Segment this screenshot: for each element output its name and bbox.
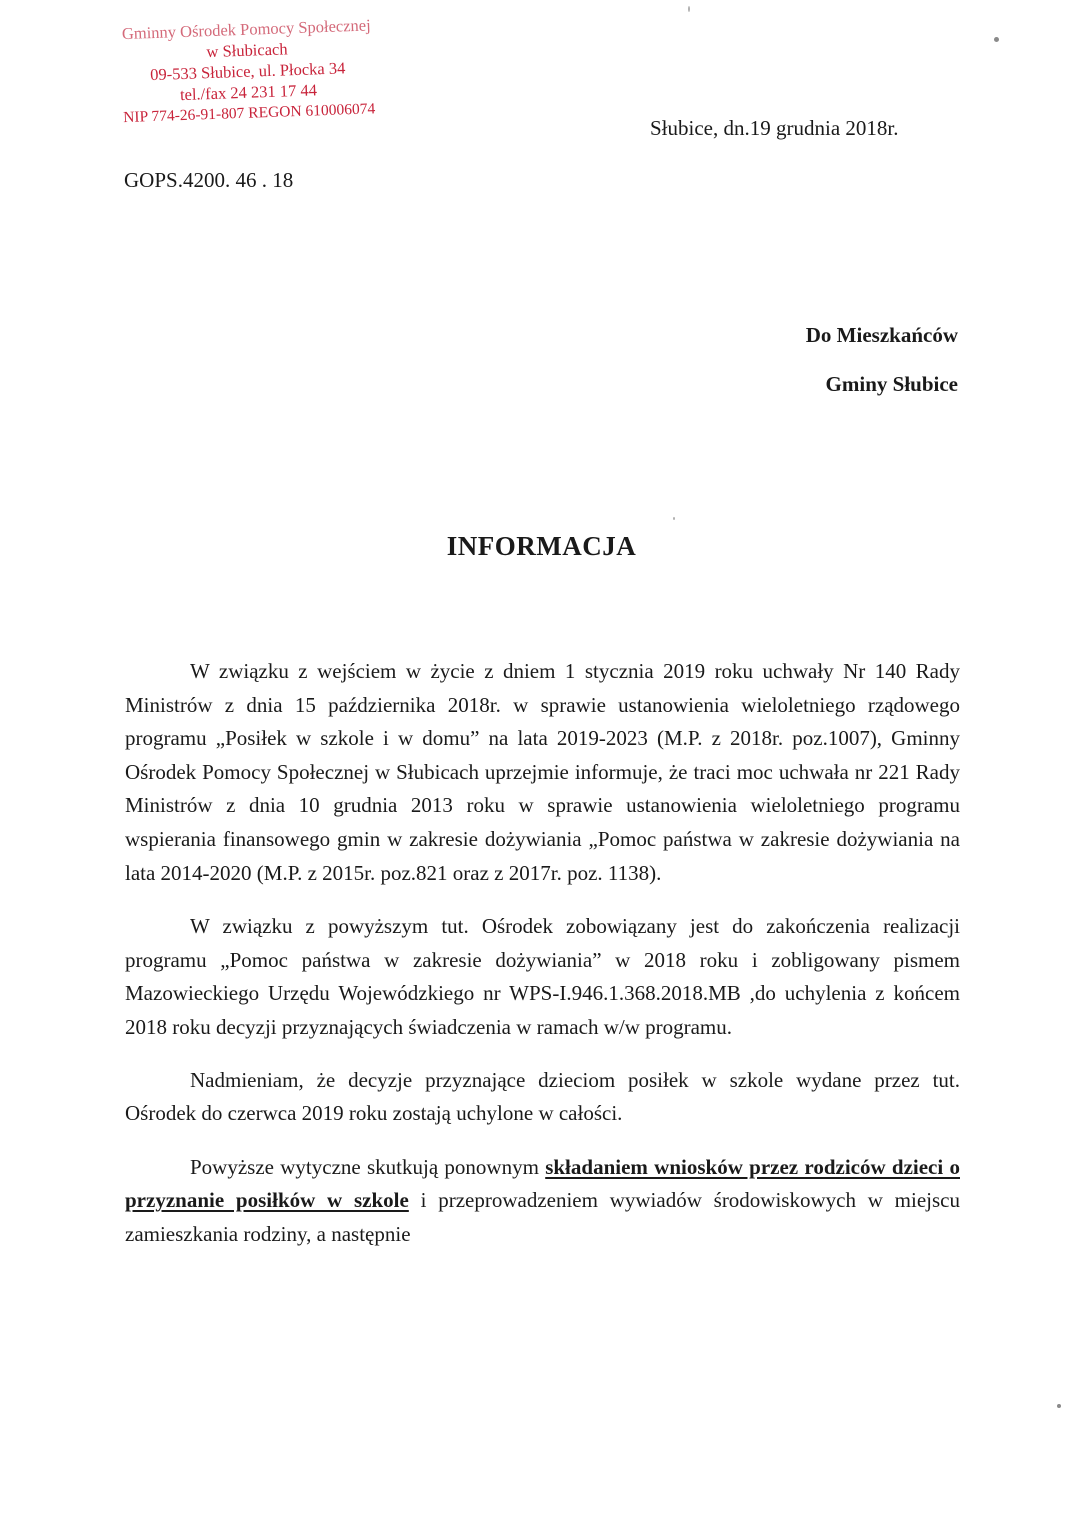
paragraph-4 [125, 1151, 960, 1252]
stamp-line-phone: tel./fax 24 231 17 44 [179, 80, 318, 105]
paragraph-4-start: Powyższe wytyczne skutkują ponownym [190, 1154, 546, 1179]
document-title: INFORMACJA [446, 531, 637, 561]
paragraph-4-end: i przeprowadzeniem wywiadów środowiskowych w miejscu zamieszkania rodziny, a następnie [125, 1188, 960, 1246]
document-date: Słubice, dn.19 grudnia 2018r. [650, 116, 899, 140]
recipient-line-2: Gminy Słubice [825, 372, 958, 396]
recipient-block [806, 323, 958, 397]
recipient-line-1: Do Mieszkańców [805, 323, 958, 347]
paragraph-1: W związku z wejściem w życie z dniem 1 stycznia 2019 roku uchwały Nr 140 Rady Ministrów z dnia 15 października 2018r. w sprawie ustanowienia wieloletniego rządowego programu „Posiłek w szkole i w domu” na lata 2019-2023 (M.P. z 2018r. poz.1007), Gminny Ośrodek Pomocy Społecznej w Słubicach uprzejmie informuje, że traci moc uchwała nr 221 Rady Ministrów z dnia 10 grudnia 2013 roku w sprawie ustanowienia wieloletniego programu wspierania finansowego gmin w zakresie dożywiania „Pomoc państwa w zakresie dożywiania na lata 2014-2020 (M.P. z 2015r. poz.821 oraz z 2017r. poz. 1138). [125, 659, 960, 885]
paragraph-2: W związku z powyższym tut. Ośrodek zobowiązany jest do zakończenia realizacji programu „Pomoc państwa w zakresie dożywiania” w 2018 roku i zobligowany pismem Mazowieckiego Urzędu Wojewódzkiego nr WPS-I.946.1.368.2018.MB ,do uchylenia z końcem 2018 roku decyzji przyznających świadczenia w ramach w/w programu. [125, 914, 960, 1039]
scan-speck [994, 37, 999, 42]
scan-speck [688, 6, 690, 12]
scan-speck [673, 517, 675, 520]
scan-speck [1057, 1404, 1061, 1408]
stamp-line-institution: Gminny Ośrodek Pomocy Społecznej [121, 15, 371, 44]
stamp-line-city: w Słubicach [206, 39, 288, 62]
document-body [125, 655, 960, 1272]
stamp-line-tax-ids: NIP 774-26-91-807 REGON 610006074 [122, 100, 376, 127]
stamp-line-address: 09-533 Słubice, ul. Płocka 34 [149, 58, 346, 85]
reference-number: GOPS.4200. 46 . 18 [124, 168, 294, 192]
paragraph-4-highlight: składaniem wniosków przez rodziców dzieci o przyznanie posiłków w szkole [125, 1154, 960, 1213]
institution-stamp [96, 14, 399, 129]
paragraph-3: Nadmieniam, że decyzje przyznające dzieciom posiłek w szkole wydane przez tut. Ośrodek do czerwca 2019 roku zostają uchylone w całości. [125, 1067, 960, 1126]
